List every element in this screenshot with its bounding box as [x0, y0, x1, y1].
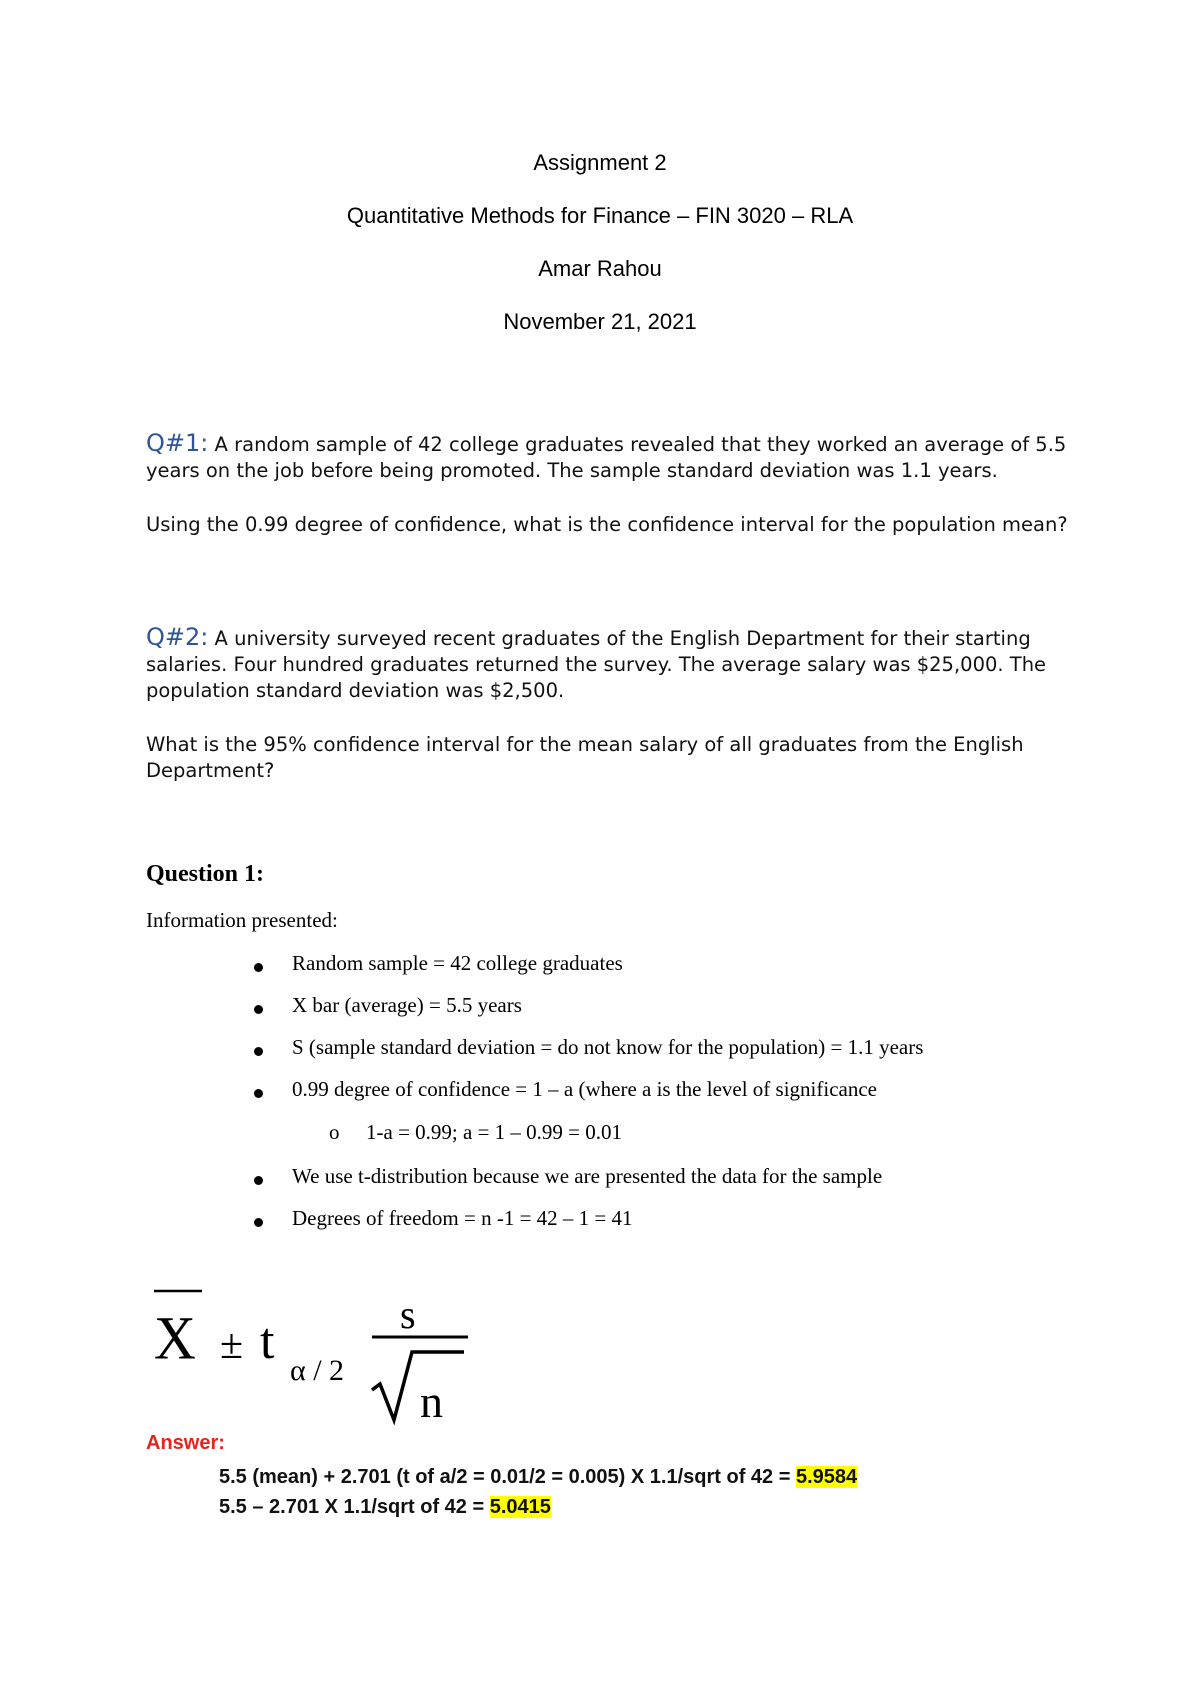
- formula-numerator: s: [400, 1292, 416, 1337]
- author-name: Amar Rahou: [538, 256, 662, 281]
- question-2-label: Q#2:: [146, 623, 209, 651]
- answer-line-2: 5.5 – 2.701 X 1.1/sqrt of 42 =: [219, 1496, 490, 1518]
- question-1-label: Q#1:: [146, 429, 209, 457]
- sub-bullet-marker: o: [329, 1120, 340, 1144]
- answer-upper-bound: [219, 1466, 857, 1489]
- list-item: We use t-distribution because we are presented the data for the sample: [292, 1164, 883, 1188]
- solution-heading: Question 1:: [146, 861, 265, 887]
- sqrt-sign: [372, 1352, 464, 1420]
- bullet-marker: [254, 1176, 263, 1185]
- list-item: 0.99 degree of confidence = 1 – a (where a is the level of significance: [292, 1077, 878, 1101]
- lower-bound-value: 5.0415: [489, 1496, 551, 1518]
- question-2-text: A university surveyed recent graduates of the English Department for their starting salaries. Four hundred graduates returned the survey. The average salary was $25,000. The population standard deviation was $2,500.: [146, 627, 1047, 702]
- list-item: S (sample standard deviation = do not know for the population) = 1.1 years: [292, 1035, 924, 1059]
- formula-x: X: [154, 1304, 196, 1373]
- bullet-marker: [254, 1047, 263, 1056]
- sub-list-item: 1-a = 0.99; a = 1 – 0.99 = 0.01: [366, 1120, 622, 1144]
- confidence-interval-formula: [150, 1280, 480, 1430]
- list-item: Degrees of freedom = n -1 = 42 – 1 = 41: [292, 1206, 633, 1230]
- question-2-statement: [146, 624, 1076, 704]
- information-label: Information presented:: [146, 908, 338, 932]
- assignment-title: Assignment 2: [533, 150, 667, 175]
- question-2-block: [146, 624, 1076, 812]
- answer-label: Answer:: [146, 1432, 225, 1454]
- bullet-marker: [254, 1089, 263, 1098]
- formula-t: t: [260, 1313, 275, 1370]
- course-title: Quantitative Methods for Finance – FIN 3020 – RLA: [346, 203, 854, 228]
- bullet-marker: [254, 1218, 263, 1227]
- bullet-marker: [254, 963, 263, 972]
- question-1-block: [146, 430, 1076, 566]
- list-item: Random sample = 42 college graduates: [292, 951, 623, 975]
- answer-lower-bound: [219, 1496, 551, 1519]
- question-1-statement: [146, 430, 1076, 484]
- formula-subscript: α / 2: [290, 1354, 345, 1387]
- question-1-text: A random sample of 42 college graduates revealed that they worked an average of 5.5 years on the job before being promoted. The sample standard deviation was 1.1 years.: [146, 433, 1067, 482]
- upper-bound-value: 5.9584: [795, 1466, 858, 1488]
- document-date: November 21, 2021: [503, 309, 697, 334]
- question-1-prompt: Using the 0.99 degree of confidence, what is the confidence interval for the population mean?: [146, 513, 1068, 536]
- answer-line-1: 5.5 (mean) + 2.701 (t of a/2 = 0.01/2 = 0.005) X 1.1/sqrt of 42 =: [219, 1466, 796, 1488]
- formula-denominator: n: [420, 1376, 443, 1427]
- formula-plus-minus: ±: [220, 1322, 244, 1368]
- question-2-prompt: What is the 95% confidence interval for the mean salary of all graduates from the English Department?: [146, 733, 1024, 782]
- list-item: X bar (average) = 5.5 years: [292, 993, 522, 1017]
- bullet-marker: [254, 1005, 263, 1014]
